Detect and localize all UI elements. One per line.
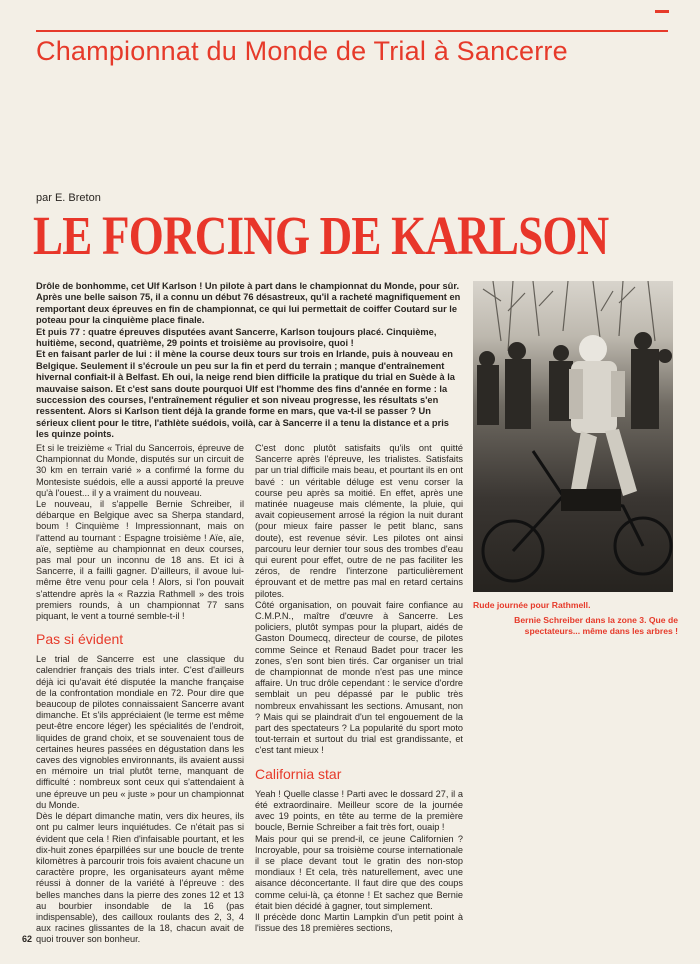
page-number: 62	[22, 934, 33, 944]
paragraph: C'est donc plutôt satisfaits qu'ils ont quitté Sancerre après l'épreuve, les trialistes. Satisfaits par un trial difficile mais beau, et pourtant ils en ont bavé : un véritable déluge est venu corser la course peu après sa moitié. En effet, après une matinée nuageuse mais clémente, la pluie, qui avait copieusement arrosé la région la nuit durant (pour mieux faire passer le petit blanc, sans doute), est revenue sévir. Les pilotes ont ainsi parcouru leur dernier tour sous des trombes d'eau qui eurent pour effet, outre de ne pas faciliter les zéros, de rendre l'interzone particulièrement éprouvant et de mettre pas mal en retard certains pilotes.	[255, 443, 463, 599]
intro-paragraph	[36, 281, 464, 441]
paragraph: Le nouveau, il s'appelle Bernie Schreiber, il débarque en Belgique avec sa Sherpa standard, boum ! Cinquième ! Impressionnant, mais on l'attend au tournant : Espagne troisième ! Aïe, aïe, aïe, septième au championnat en deux courses, pas mal pour un inconnu de 18 ans. Et ici à Sancerre, il a failli gagner. D'ailleurs, il avoue lui-même être venu pour cela ! Alors, si l'on pouvait s'attendre après la « Razzia Rathmell » des trois premiers rounds, à un championnat 77 sans piquant, le vent a tourné semble-t-il !	[36, 499, 244, 622]
top-corner-mark	[655, 10, 669, 13]
paragraph: Et si le treizième « Trial du Sancerrois, épreuve de Championnat du Monde, disputés sur un circuit de 30 km en terrain varié » a confirmé la forme du Montesiste suédois, elle a aussi apporté la preuve qu'à l'ouest... il y a vraiment du nouveau.	[36, 443, 244, 498]
headline: LE FORCING DE KARLSON	[33, 205, 609, 266]
paragraph: Le trial de Sancerre est une classique du calendrier français des trials inter. C'est d'ailleurs déjà ici qu'avait été disputée la manche française de la confrontation mondiale en 72. Pour dire que beaucoup de pilotes connaissaient Sancerre avant dimanche. Et s'ils appréciaient (le terme est même peut-être encore léger) les spécialités de l'endroit, liquides de grand choix, et se souvenaient tous de certaines heures passées en dégustation dans les caves des vignobles environnants, ils avaient aussi en mémoire un trial plutôt terne, manquant de difficulté : nombreux sont ceux qui s'attendaient à une épreuve un peu « juste » pour un championnat du Monde.	[36, 654, 244, 810]
byline: par E. Breton	[36, 192, 101, 204]
header-rule	[36, 30, 668, 32]
paragraph: Mais pour qui se prend-il, ce jeune Californien ? Incroyable, pour sa troisième course internationale il se place devant tout le gratin des non-stop mondiaux ! Et cela, très naturellement, avec une aisance déconcertante. Il faut dire que des coups comme celui-là, ça étonne ! Et sachez que Bernie était bien décidé à gagner, tout simplement.	[255, 833, 463, 911]
column-left	[36, 443, 244, 946]
photo-caption-1: Rude journée pour Rathmell.	[473, 600, 591, 610]
subheading: Pas si évident	[36, 631, 124, 648]
section-title: Championnat du Monde de Trial à Sancerre	[36, 36, 568, 66]
intro-part-2: Et puis 77 : quatre épreuves disputées avant Sancerre, Karlson toujours placé. Cinquième, huitième, second, quatrième, 29 points et troisième au provisoire, quoi !	[36, 326, 437, 349]
paragraph: Il précède donc Martin Lampkin d'un petit point à l'issue des 18 premières sections,	[255, 911, 463, 934]
photo-caption-2: Bernie Schreiber dans la zone 3. Que de spectateurs... même dans les arbres !	[514, 615, 678, 636]
subheading: California star	[255, 765, 342, 782]
paragraph: Yeah ! Quelle classe ! Parti avec le dossard 27, il a été extraordinaire. Meilleur score de la journée avec 19 points, en tête au terme de la première boucle, Bernie Schreiber a fait très fort, ouaip !	[255, 788, 463, 833]
intro-part-3: Et en faisant parler de lui : il mène la course deux tours sur trois en Irlande, puis à nouveau en Belgique. Seulement il s'écroule un peu sur la fin et perd du terrain ; manque d'entraînement hivernal confiait-il à Belfast. Eh oui, la neige rend bien difficile la pratique du trial en Suède à la mauvaise saison. Et c'est sans doute pourquoi Ulf est l'homme des fins d'année en forme : la succession des courses, l'entraînement régulier et son niveau progresse, les résultats s'en ressentent. Alors si Karlson tient déjà la grande forme en mars, que va-t-il se passer ? Un sérieux client pour le titre, l'athlète suédois, voilà, car à Sancerre il a tenu la distance et a pris les quinze points.	[36, 349, 455, 440]
intro-part-1: Drôle de bonhomme, cet Ulf Karlson ! Un pilote à part dans le championnat du Monde, pour sûr. Après une belle saison 75, il a connu un début 76 désastreux, qu'il a racheté magnifiquement en remportant deux épreuves en fin de championnat, ce qui lui permettait de coiffer Coutard sur le poteau pour la cinquième place finale.	[36, 281, 461, 326]
paragraph: Côté organisation, on pouvait faire confiance au C.M.P.N., maître d'œuvre à Sancerre. Les policiers, plutôt sympas pour la plupart, aidés de Gaston Doumecq, directeur de course, de pilotes comme Seince et Renaud Badet pour tracer les zones, s'en sont bien tirés. Car organiser un trial de championnat de monde n'est pas une mince affaire. Un truc drôle cependant : le service d'ordre semblait un peu dépassé par le public très nombreux envahissant les sections. Amusant, non ? Mais qui se plaindrait d'un tel engouement de la part des spectateurs ? La popularité du sport moto tout-terrain et surtout du trial est grandissante, et c'est tant mieux !	[255, 599, 463, 756]
column-middle	[255, 443, 463, 934]
photo-illustration	[473, 281, 673, 592]
trial-rider-photo	[473, 281, 673, 592]
paragraph: Dès le départ dimanche matin, vers dix heures, ils ont pu calmer leurs inquiétudes. Ce n'était pas si évident que cela ! Rien d'infaisable pourtant, et les dix-huit zones éparpillées sur une boucle de trente kilomètres à parcourir trois fois avaient chacune un caractère propre, les organisateurs ayant même réussi à donner de la variété à l'épreuve : des belles manches dans la pierre des zones 12 et 13 au bourbier insondable de la 16 (pas indispensable), des cailloux roulants des 2, 3, 4 aux racines glissantes de la 18, chacun avait de quoi trouver son bonheur.	[36, 811, 244, 945]
